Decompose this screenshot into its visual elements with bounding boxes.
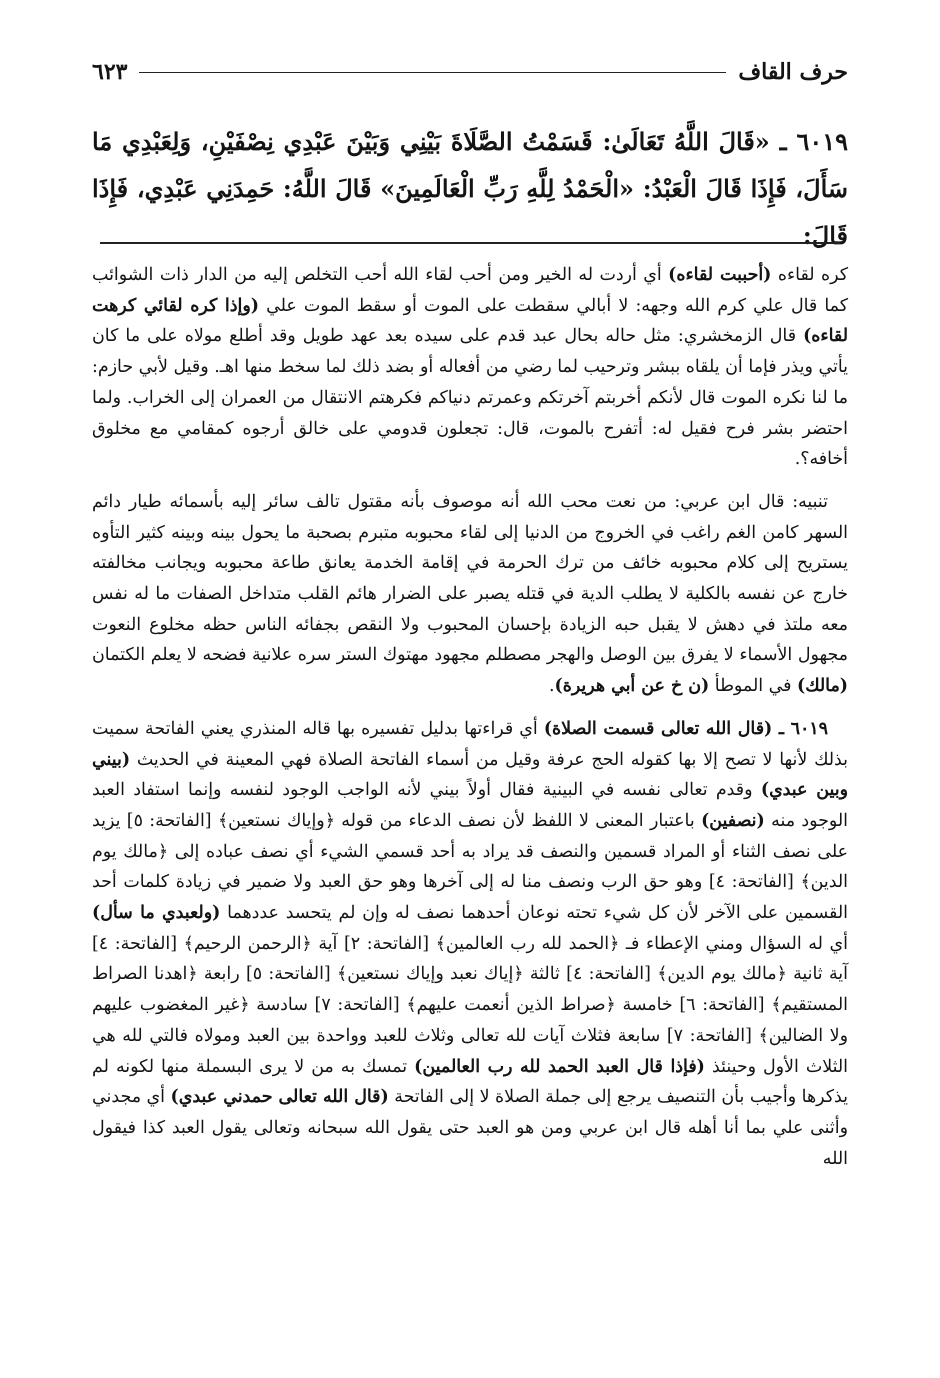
- text-run: أي له السؤال ومني الإعطاء فـ ﴿الحمد لله رب العالمين﴾ [الفاتحة: ٢] آية ﴿الرحمن الرحيم﴾ [الفاتحة: ٤] آية ثانية ﴿مالك يوم الدين﴾ [الفاتحة: ٤] ثالثة ﴿إياك نعبد وإياك نستعين﴾ [الفاتحة: ٥] رابعة ﴿اهدنا الصراط المستقيم﴾ [الفاتحة: ٦] خامسة ﴿صراط الذين أنعمت عليهم﴾ [الفاتحة: ٧] سادسة ﴿غير المغضوب عليهم ولا الضالين﴾ [الفاتحة: ٧] سابعة فثلاث آيات لله تعالى وثلاث للعبد وواحدة بين العبد ومولاه فالتي لله هي الثلاث الأول وحينئذ: [92, 933, 849, 1077]
- text-run: كره لقاءه: [771, 265, 848, 285]
- bold-phrase: (فإذا قال العبد الحمد لله رب العالمين): [414, 1056, 705, 1077]
- bold-phrase: (قال الله تعالى قسمت الصلاة): [543, 718, 773, 739]
- bold-phrase: (مالك): [796, 676, 848, 697]
- commentary-paragraph: [92, 487, 848, 702]
- commentary-paragraph: [92, 260, 848, 475]
- text-run: قال الزمخشري: مثل حاله بحال عبد قدم على سيده بعد عهد طويل وقد أطلع مولاه على ما كان يأتي ويذر فإما أن يلقاه ببشر وترحيب لما رضي من أفعاله أو بضد ذلك لما سخط منها اهـ. وقيل لأبي حازم: ما لنا نكره الموت قال لأنكم أخربتم آخرتكم وعمرتم دنياكم فكرهتم الانتقال من العمران إلى الخراب. ولما احتضر بشر فرح فقيل له: أتفرح بالموت، قال: تجعلون قدومي على خالق أرجوه كمقامي مع مخلوق أخافه؟.: [92, 326, 848, 470]
- bold-phrase: (نصفين): [701, 810, 765, 831]
- text-run: تمسك به من لا يرى البسملة منها لكونه لم يذكرها وأجيب بأن التنصيف يرجع إلى جملة الصلاة لا إلى الفاتحة: [92, 1056, 848, 1108]
- text-run: أي قراءتها بدليل تفسيره بها قاله المنذري يعني الفاتحة سميت بذلك لأنها لا تصح إلا بها كقوله الحج عرفة وقيل من أسماء الفاتحة الصلاة فهي المعينة في الحديث: [92, 718, 848, 770]
- commentary: [92, 260, 848, 1186]
- hadith-text: ٦٠١٩ ـ «قَالَ اللَّهُ تَعَالَىٰ: قَسَمْتُ الصَّلَاةَ بَيْنِي وَبَيْنَ عَبْدِي نِصْفَيْنِ، وَلِعَبْدِي مَا سَأَلَ، فَإِذَا قَالَ الْعَبْدُ: «الْحَمْدُ لِلَّهِ رَبِّ الْعَالَمِينَ» قَالَ اللَّهُ: حَمِدَنِي عَبْدِي، فَإِذَا قَالَ:: [92, 127, 848, 250]
- text-run: .: [548, 676, 555, 697]
- commentary-paragraph: [92, 714, 848, 1175]
- text-run: أي مجدني وأثنى علي بما أنا أهله قال ابن عربي ومن هو العبد حتى يقول الله سبحانه وتعالى يقول العبد كذا فيقول الله: [92, 1087, 848, 1169]
- page-number: ٦٢٣: [92, 59, 128, 85]
- text-run: في الموطأ: [709, 676, 797, 697]
- bold-phrase: (بيني وبين عبدي): [92, 749, 849, 801]
- bold-phrase: (أحببت لقاءه): [668, 265, 772, 285]
- text-run: تنبيه: قال ابن عربي: من نعت محب الله أنه موصوف بأنه مقتول تالف سائر إليه بأسمائه طيار دائم السهر كامن الغم راغب في الخروج من الدنيا إلى لقاء محبوبه متبرم بصحبة ما يحول بينه وبينه كثير التأوه يستريح إلى كلام محبوبه خائف من ترك الحرمة في إقامة الخدمة يعانق طاعة محبوبه ويجانب مخالفته خارج عن نفسه بالكلية لا يطلب الدية في قتله يصبر على الضرار هائم القلب متداخل الصفات ما له نفس معه ملتذ في دهش لا يقبل حبه الزيادة بإحسان المحبوب ولا النقص بجفائه الناس حظه مخلوع النعوت مجهول الأسماء لا يفرق بين الوصل والهجر مصطلم مجهود مهتوك الستر سره علانية فضحه لا يعلم الكتمان: [92, 491, 849, 666]
- bold-phrase: (ن خ عن أبي هريرة): [554, 676, 710, 697]
- header-rule: [139, 72, 726, 73]
- footnote-separator: [100, 242, 840, 244]
- chapter-title: حرف القاف: [738, 59, 848, 85]
- running-header: [92, 52, 848, 92]
- bold-phrase: (ولعبدي ما سأل): [92, 903, 221, 924]
- text-run: أي أردت له الخير ومن أحب لقاء الله أحب التخلص إليه من الدار ذات الشوائب كما قال علي كرم الله وجهه: لا أبالي سقطت على الموت أو سقط الموت علي: [92, 265, 848, 316]
- text-run: وقدم تعالى نفسه في البينية فقال أولاً بيني لأنه الواجب الوجود لنفسه وإنما استفاد العبد الوجود منه: [92, 780, 848, 831]
- entry-number: ٦٠١٩ ـ: [772, 718, 828, 739]
- bold-phrase: (قال الله تعالى حمدني عبدي): [170, 1087, 389, 1108]
- text-run: باعتبار المعنى لا اللفظ لأن نصف الدعاء من قوله ﴿وإياك نستعين﴾ [الفاتحة: ٥] يزيد على نصف الثناء أو المراد قسمين والنصف قد يراد به أحد قسمي الشيء أي نصف عباده إلى ﴿مالك يوم الدين﴾ [الفاتحة: ٤] وهو حق الرب ونصف منا له إلى آخرها وهو حق العبد ولا ضمير في زيادة كلمات أحد القسمين على الآخر لأن كل شيء تحته نوعان أحدهما نصف له وإن لم يتحسد عددهما: [92, 810, 848, 924]
- bold-phrase: (وإذا كره لقائي كرهت لقاءه): [92, 295, 848, 347]
